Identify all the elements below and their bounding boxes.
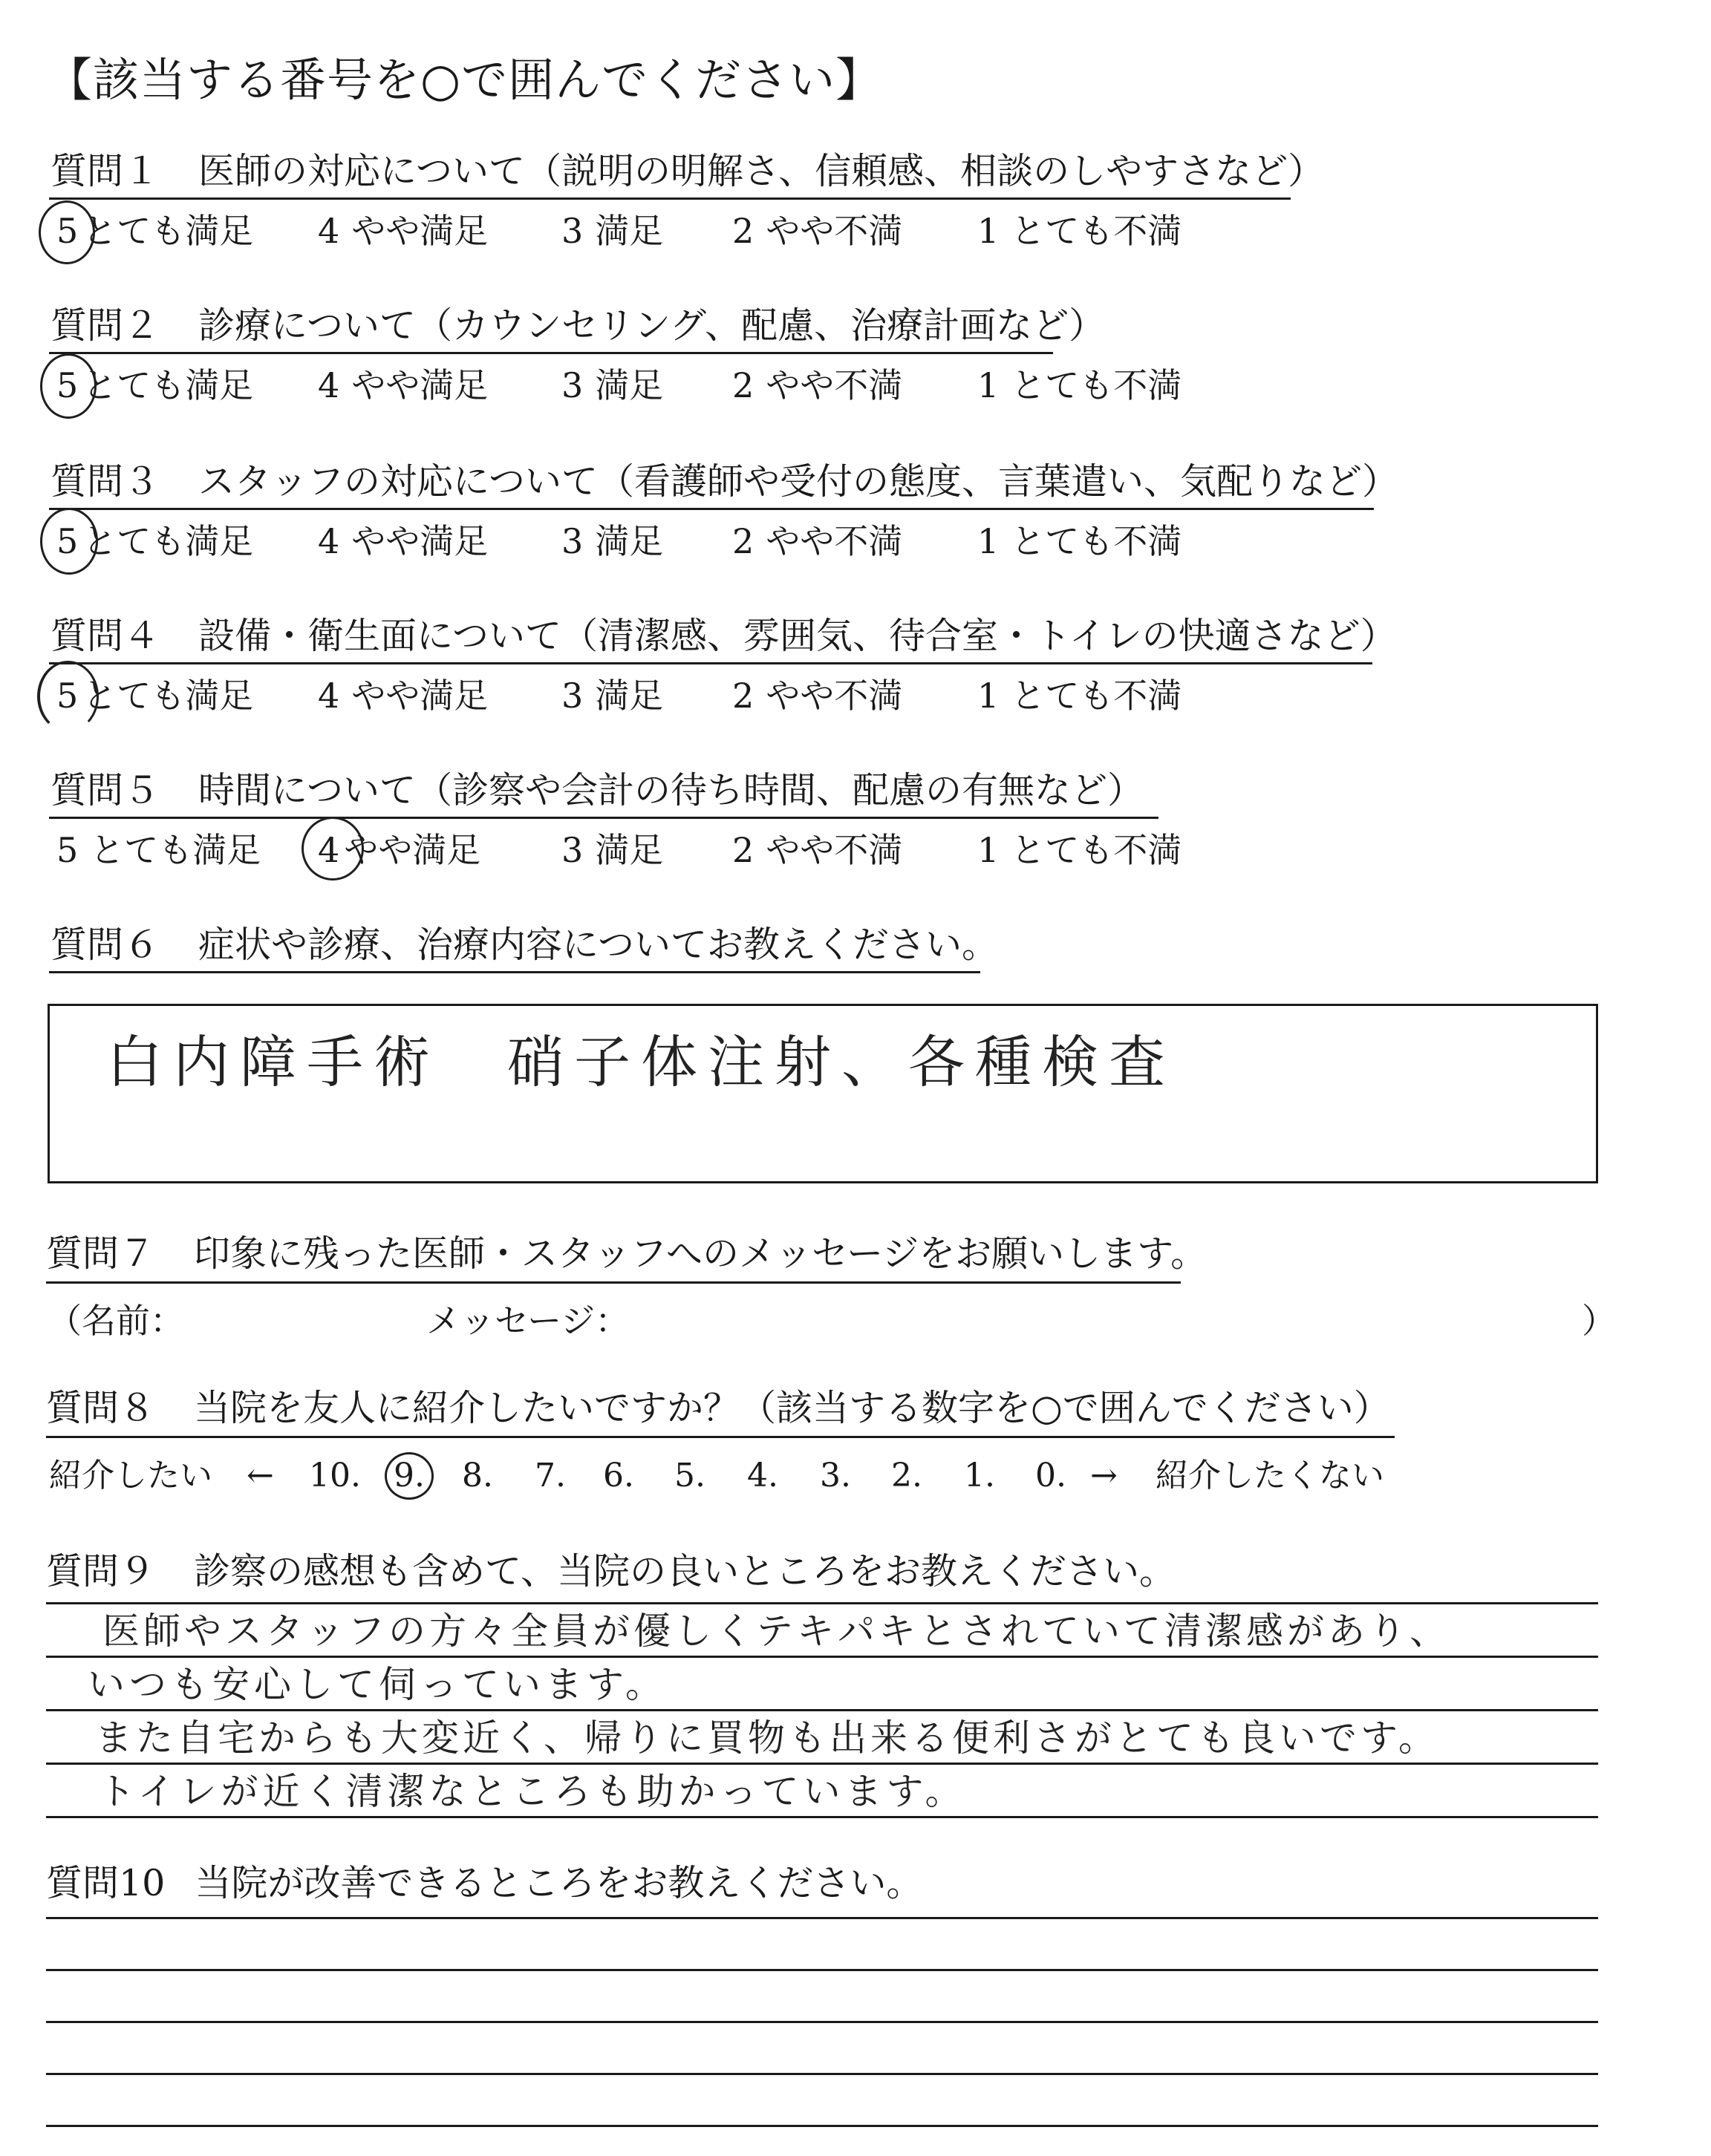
question-underline: [49, 817, 1158, 819]
question-text: 診察の感想も含めて、当院の良いところをお教えください。: [194, 1550, 1176, 1592]
option-3[interactable]: 3 満足: [561, 365, 664, 405]
question-underline: [49, 508, 1374, 510]
scale-9[interactable]: 9.: [394, 1457, 425, 1494]
question-8-title: [46, 1387, 1390, 1429]
option-1[interactable]: 1 とても不満: [977, 676, 1182, 716]
question-number: 質問６: [50, 924, 160, 966]
question-underline: [49, 352, 1053, 354]
option-5[interactable]: 5 とても満足: [56, 676, 254, 716]
scale-2[interactable]: 2.: [891, 1457, 922, 1494]
option-3[interactable]: 3 満足: [561, 676, 664, 716]
option-5[interactable]: 5 とても満足: [56, 211, 254, 251]
scale-5[interactable]: 5.: [674, 1457, 705, 1494]
option-2[interactable]: 2 やや不満: [732, 676, 903, 716]
scale-4[interactable]: 4.: [747, 1457, 778, 1494]
ruled-line: [46, 1917, 1598, 1919]
ruled-line: [46, 1656, 1598, 1658]
option-4[interactable]: 4 やや満足: [318, 830, 481, 870]
question-3-title: [50, 460, 1399, 503]
question-number: 質問７: [46, 1232, 156, 1275]
ruled-line: [46, 1816, 1598, 1818]
option-1[interactable]: 1 とても不満: [977, 830, 1182, 870]
ruled-line: [46, 1763, 1598, 1765]
close-paren: ）: [1582, 1301, 1616, 1341]
scale-3[interactable]: 3.: [820, 1457, 851, 1494]
question-text: 印象に残った医師・スタッフへのメッセージをお願いします。: [194, 1232, 1208, 1275]
question-number: 質問１: [50, 150, 160, 192]
option-1[interactable]: 1 とても不満: [977, 365, 1182, 405]
scale-0[interactable]: 0.: [1035, 1457, 1066, 1494]
question-text: 症状や診療、治療内容についてお教えください。: [198, 924, 999, 966]
handwritten-answer: 白内障手術 硝子体注射、各種検査: [106, 1029, 1176, 1095]
answer-circle: [39, 200, 95, 264]
question-number: 質問３: [50, 460, 160, 503]
option-3[interactable]: 3 満足: [561, 211, 664, 251]
ruled-line: [46, 1969, 1598, 1971]
question-7-title: [46, 1232, 1208, 1275]
answer-circle: [37, 661, 99, 732]
question-number: 質問10: [46, 1862, 166, 1904]
scale-6[interactable]: 6.: [603, 1457, 634, 1494]
scale-10[interactable]: 10.: [309, 1457, 361, 1494]
question-underline: [49, 197, 1291, 200]
ruled-line: [46, 2125, 1598, 2127]
scale-8[interactable]: 8.: [462, 1457, 493, 1494]
question-4-title: [50, 615, 1397, 657]
answer-circle: [302, 817, 364, 881]
question-text: 医師の対応について（説明の明解さ、信頼感、相談のしやすさなど）: [198, 150, 1325, 192]
question-underline: [46, 1281, 1181, 1284]
question-number: 質問８: [46, 1387, 156, 1429]
scale-7[interactable]: 7.: [535, 1457, 566, 1494]
option-5[interactable]: 5 とても満足: [56, 521, 254, 561]
answer-circle: [385, 1452, 434, 1500]
option-4[interactable]: 4 やや満足: [318, 211, 489, 251]
option-4[interactable]: 4 やや満足: [318, 521, 489, 561]
answer-circle: [40, 508, 98, 575]
option-2[interactable]: 2 やや不満: [732, 830, 903, 870]
option-2[interactable]: 2 やや不満: [732, 365, 903, 405]
option-1[interactable]: 1 とても不満: [977, 521, 1182, 561]
option-1[interactable]: 1 とても不満: [977, 211, 1182, 251]
ruled-line: [46, 1602, 1598, 1604]
name-label: （名前：: [48, 1301, 184, 1341]
option-5[interactable]: 5 とても満足: [56, 830, 261, 870]
scale-right-label: 紹介したくない: [1156, 1457, 1384, 1494]
question-underline: [49, 662, 1372, 664]
option-2[interactable]: 2 やや不満: [732, 211, 903, 251]
handwritten-line-1: 医師やスタッフの方々全員が優しくテキパキとされていて清潔感があり、: [102, 1610, 1450, 1653]
question-text: 当院が改善できるところをお教えください。: [195, 1862, 923, 1904]
scale-left-label: 紹介したい: [49, 1457, 212, 1494]
option-3[interactable]: 3 満足: [561, 830, 664, 870]
question-1-title: [50, 150, 1325, 192]
handwritten-line-2: いつも安心して伺っています。: [88, 1663, 667, 1706]
message-label: メッセージ：: [426, 1301, 630, 1341]
arrow-left-icon: ←: [247, 1457, 274, 1494]
question-2-title: [50, 304, 1106, 347]
handwritten-line-4: トイレが近く清潔なところも助かっています。: [98, 1770, 967, 1813]
question-number: 質問２: [50, 304, 160, 347]
handwritten-line-3: また自宅からも大変近く、帰りに買物も出来る便利さがとても良いです。: [95, 1716, 1439, 1760]
question-9-title: [46, 1550, 1176, 1592]
question-underline: [49, 971, 980, 973]
question-text: 診療について（カウンセリング、配慮、治療計画など）: [198, 304, 1106, 347]
question-number: 質問９: [46, 1550, 156, 1592]
option-3[interactable]: 3 満足: [561, 521, 664, 561]
question-5-title: [50, 769, 1144, 811]
answer-box[interactable]: [48, 1004, 1598, 1183]
form-header: 【該当する番号を○で囲んでください】: [46, 53, 883, 107]
question-number: 質問４: [50, 615, 160, 657]
question-text: スタッフの対応について（看護師や受付の態度、言葉遣い、気配りなど）: [198, 460, 1399, 503]
option-2[interactable]: 2 やや不満: [732, 521, 903, 561]
option-4[interactable]: 4 やや満足: [318, 365, 489, 405]
option-4[interactable]: 4 やや満足: [318, 676, 489, 716]
question-underline: [46, 1436, 1395, 1438]
ruled-line: [46, 1709, 1598, 1711]
question-6-title: [50, 924, 999, 966]
ruled-line: [46, 2021, 1598, 2023]
question-number: 質問５: [50, 769, 160, 811]
option-5[interactable]: 5 とても満足: [56, 365, 254, 405]
answer-circle: [40, 353, 97, 419]
question-text: 当院を友人に紹介したいですか？（該当する数字を○で囲んでください）: [194, 1387, 1390, 1429]
scale-1[interactable]: 1.: [964, 1457, 995, 1494]
arrow-right-icon: →: [1090, 1457, 1118, 1494]
question-text: 設備・衛生面について（清潔感、雰囲気、待合室・トイレの快適さなど）: [198, 615, 1397, 657]
question-10-title: [46, 1862, 923, 1904]
ruled-line: [46, 2073, 1598, 2075]
question-text: 時間について（診察や会計の待ち時間、配慮の有無など）: [198, 769, 1144, 811]
